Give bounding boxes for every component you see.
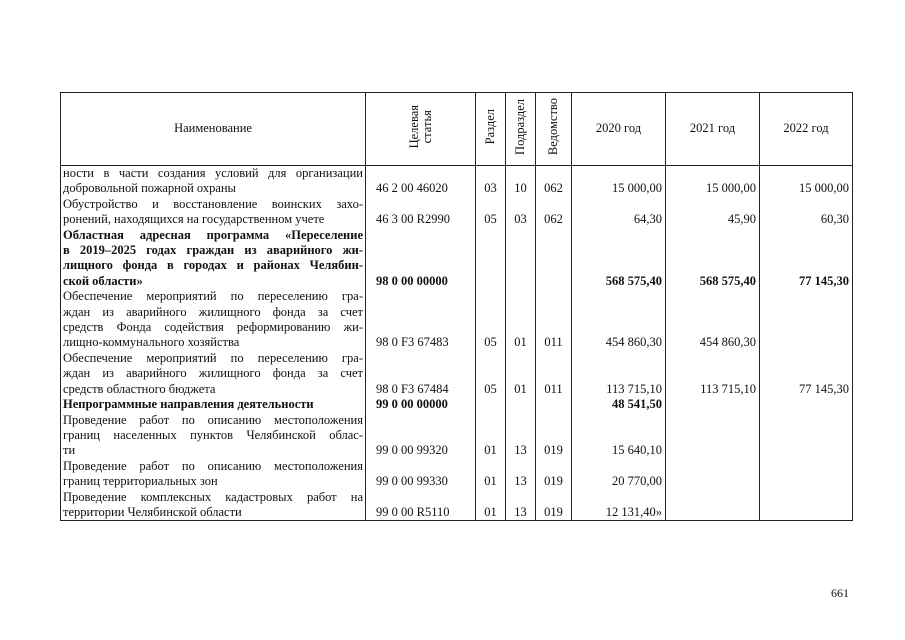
row-section: 05 [476,289,506,351]
row-amount-2021 [666,490,760,521]
row-amount-2022: 60,30 [760,197,853,228]
table-row [61,289,853,351]
row-amount-2021 [666,397,760,412]
row-name [61,166,366,197]
row-amount-2020: 15 640,10 [572,413,666,459]
row-target-code: 99 0 00 99320 [366,413,476,459]
row-amount-2021 [666,413,760,459]
table-row [61,413,853,459]
row-amount-2021: 568 575,40 [666,228,760,290]
row-name [61,197,366,228]
row-target-code: 46 3 00 R2990 [366,197,476,228]
row-name-line: Непрограммные направления деятельности [63,397,314,412]
row-amount-2020: 454 860,30 [572,289,666,351]
row-name-line: Проведение комплексных кадастровых работ на [63,489,363,504]
row-name [61,397,366,412]
row-section: 03 [476,166,506,197]
row-section [476,397,506,412]
header-code: Целевая статья [366,93,476,166]
row-amount-2020: 64,30 [572,197,666,228]
row-amount-2022 [760,459,853,490]
row-amount-2021: 15 000,00 [666,166,760,197]
row-name-line: в 2019–2025 годах граждан из аварийного жи- [63,243,363,258]
header-department: Ведомство [536,93,572,166]
row-amount-2020: 48 541,50 [572,397,666,412]
header-subsection: Подраздел [506,93,536,166]
row-amount-2022: 77 145,30 [760,228,853,290]
row-target-code: 99 0 00 00000 [366,397,476,412]
row-amount-2021: 113 715,10 [666,351,760,397]
header-2021: 2021 год [666,93,760,166]
row-name-line: ждан из аварийного жилищного фонда за счет [63,304,363,319]
row-name-line: средств областного бюджета [63,381,216,396]
table-row [61,228,853,290]
row-amount-2022: 77 145,30 [760,351,853,397]
row-amount-2020: 15 000,00 [572,166,666,197]
row-subsection: 01 [506,289,536,351]
row-department [536,397,572,412]
row-name-line: границ территориальных зон [63,474,218,489]
row-target-code: 98 0 F3 67483 [366,289,476,351]
row-section: 01 [476,459,506,490]
row-name-line: лищного фонда в городах и районах Челябин- [63,258,363,273]
table-row [61,166,853,197]
table-row [61,351,853,397]
row-amount-2022 [760,289,853,351]
budget-table [60,92,853,521]
row-target-code: 46 2 00 46020 [366,166,476,197]
row-amount-2020: 20 770,00 [572,459,666,490]
table-body [61,166,853,521]
row-subsection: 13 [506,490,536,521]
row-amount-2020: 568 575,40 [572,228,666,290]
header-name: Наименование [61,93,366,166]
row-department: 011 [536,351,572,397]
row-name-line: границ населенных пунктов Челябинской облас- [63,427,363,442]
row-subsection: 01 [506,351,536,397]
row-section: 01 [476,490,506,521]
row-name [61,289,366,351]
row-department: 019 [536,459,572,490]
row-name-line: лищно-коммунального хозяйства [63,335,240,350]
row-amount-2022 [760,490,853,521]
table-row [61,197,853,228]
row-name [61,351,366,397]
row-amount-2021 [666,459,760,490]
row-amount-2022: 15 000,00 [760,166,853,197]
row-name [61,228,366,290]
row-name-line: Обеспечение мероприятий по переселению гра- [63,350,363,365]
row-department: 062 [536,166,572,197]
row-target-code: 98 0 F3 67484 [366,351,476,397]
row-name-line: Обустройство и восстановление воинских захо- [63,196,363,211]
row-section: 01 [476,413,506,459]
row-name [61,490,366,521]
row-department: 011 [536,289,572,351]
row-section [476,228,506,290]
row-name-line: Обеспечение мероприятий по переселению гра- [63,289,363,304]
row-name-line: ской области» [63,273,143,288]
row-department: 019 [536,490,572,521]
row-subsection: 13 [506,413,536,459]
row-amount-2021: 45,90 [666,197,760,228]
row-target-code: 98 0 00 00000 [366,228,476,290]
row-name-line: средств Фонда содействия реформированию жи- [63,320,363,335]
row-department: 019 [536,413,572,459]
table-header [61,93,853,166]
row-subsection: 03 [506,197,536,228]
row-name [61,413,366,459]
row-name-line: добровольной пожарной охраны [63,181,236,196]
row-subsection [506,397,536,412]
row-name-line: ности в части создания условий для организации [63,166,363,180]
table-row [61,397,853,412]
row-target-code: 99 0 00 99330 [366,459,476,490]
row-amount-2020: 113 715,10 [572,351,666,397]
header-2020: 2020 год [572,93,666,166]
row-amount-2020: 12 131,40» [572,490,666,521]
header-section: Раздел [476,93,506,166]
row-subsection: 10 [506,166,536,197]
page-number: 661 [831,586,849,600]
row-amount-2021: 454 860,30 [666,289,760,351]
row-subsection [506,228,536,290]
row-department: 062 [536,197,572,228]
row-amount-2022 [760,413,853,459]
row-name-line: ждан из аварийного жилищного фонда за счет [63,366,363,381]
row-name-line: территории Челябинской области [63,504,242,519]
row-target-code: 99 0 00 R5110 [366,490,476,521]
row-department [536,228,572,290]
row-name-line: Проведение работ по описанию местоположения [63,458,363,473]
row-name-line: ронений, находящихся на государственном учете [63,212,325,227]
row-name-line: Проведение работ по описанию местоположения [63,412,363,427]
row-amount-2022 [760,397,853,412]
row-name [61,459,366,490]
row-subsection: 13 [506,459,536,490]
row-name-line: Областная адресная программа «Переселение [63,227,363,242]
table-row [61,459,853,490]
row-name-line: ти [63,443,76,458]
row-section: 05 [476,351,506,397]
row-section: 05 [476,197,506,228]
table-row [61,490,853,521]
header-2022: 2022 год [760,93,853,166]
